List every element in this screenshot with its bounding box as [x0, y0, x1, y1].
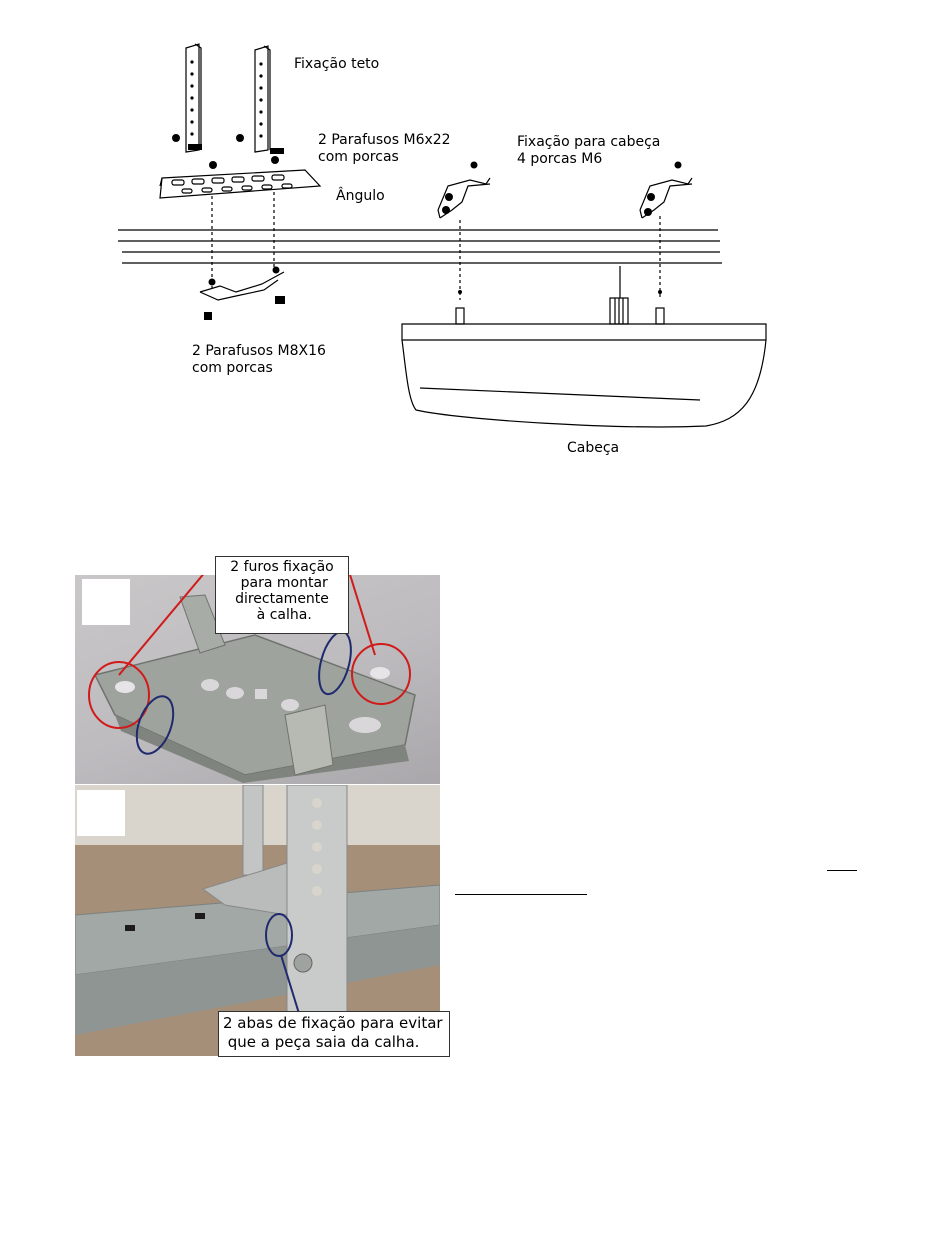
- rail: [118, 230, 722, 263]
- underline-mark-long: [455, 894, 587, 895]
- operator-head: [402, 298, 766, 427]
- label-bolts-m8: 2 Parafusos M8X16 com porcas: [192, 343, 326, 376]
- callout-fixing-holes: 2 furos fixação para montar directamente à calha.: [215, 556, 349, 634]
- photo-tag-top: [82, 579, 130, 625]
- label-head: Cabeça: [567, 440, 620, 456]
- label-ceiling-fixing: Fixação teto: [294, 56, 380, 72]
- angle-bracket: [160, 170, 320, 198]
- assembly-diagram: [0, 0, 950, 520]
- label-head-fixing: Fixação para cabeça 4 porcas M6: [517, 134, 661, 167]
- label-angle: Ângulo: [336, 188, 385, 204]
- lower-bracket: [200, 272, 284, 300]
- photo-tag-bottom: [77, 790, 125, 836]
- callout-fixing-tabs: 2 abas de fixação para evitar que a peça saia da calha.: [218, 1011, 450, 1057]
- label-bolts-m6: 2 Parafusos M6x22 com porcas: [318, 132, 451, 165]
- underline-mark-short: [827, 870, 857, 871]
